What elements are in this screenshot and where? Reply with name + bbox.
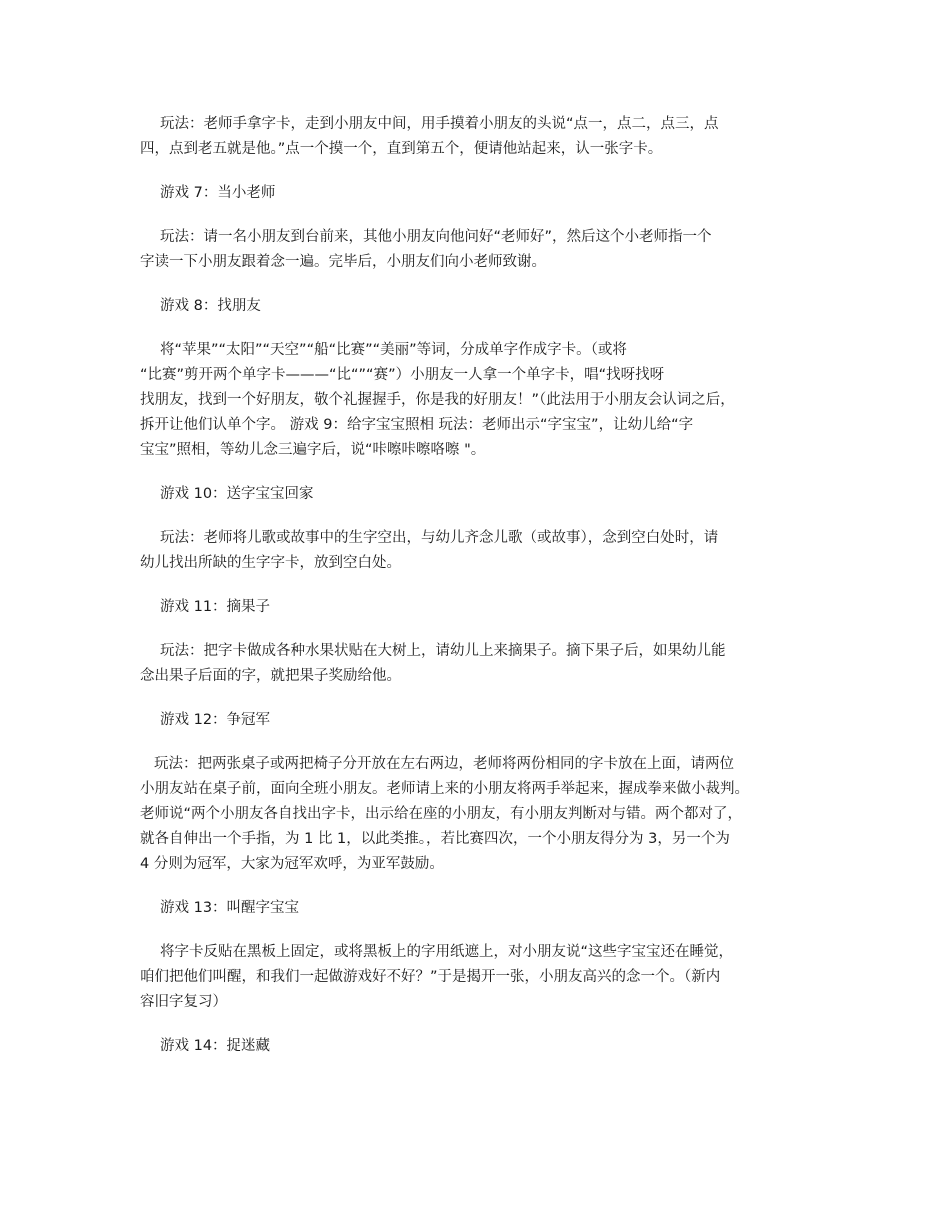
paragraph-game-10-rules	[140, 526, 820, 576]
text-line: 念出果子后面的字，就把果子奖励给他。	[140, 668, 401, 684]
paragraph-game-13-rules	[140, 940, 820, 1015]
paragraph-game-7-rules	[140, 225, 820, 275]
paragraph-game-8-rules	[140, 338, 820, 463]
text-line: 老师说“两个小朋友各自找出字卡，出示给在座的小朋友，有小朋友判断对与错。两个都对了，	[140, 806, 743, 822]
text-line: 玩法：老师手拿字卡，走到小朋友中间，用手摸着小朋友的头说“点一，点二，点三，点	[160, 116, 719, 132]
heading-game-11	[140, 595, 820, 620]
heading-text: 游戏 12：争冠军	[160, 712, 271, 728]
heading-game-8	[140, 294, 820, 319]
text-line: “比赛”剪开两个单字卡———“比“”“赛”）小朋友一人拿一个单字卡，唱“找呀找呀	[140, 367, 665, 383]
text-line: 字读一下小朋友跟着念一遍。完毕后，小朋友们向小老师致谢。	[140, 254, 546, 270]
text-line: 容旧字复习）	[140, 994, 227, 1010]
heading-game-12	[140, 708, 820, 733]
paragraph-game-11-rules	[140, 639, 820, 689]
text-line: 就各自伸出一个手指，为 1 比 1，以此类推。，若比赛四次，一个小朋友得分为 3，另一个为	[140, 831, 730, 847]
text-line: 玩法：老师将儿歌或故事中的生字空出，与幼儿齐念儿歌（或故事），念到空白处时，请	[160, 530, 719, 546]
text-line: 玩法：把字卡做成各种水果状贴在大树上，请幼儿上来摘果子。摘下果子后，如果幼儿能	[160, 643, 726, 659]
heading-text: 游戏 11：摘果子	[160, 599, 271, 615]
text-line: 咱们把他们叫醒，和我们一起做游戏好不好？”于是揭开一张，小朋友高兴的念一个。（新内	[140, 969, 721, 985]
text-line: 拆开让他们认单个字。 游戏 9：给字宝宝照相 玩法：老师出示“字宝宝”，让幼儿给“字	[140, 417, 694, 433]
document-page	[140, 112, 820, 1078]
text-line: 4 分则为冠军，大家为冠军欢呼，为亚军鼓励。	[140, 856, 444, 872]
paragraph-game-12-rules	[140, 752, 820, 877]
heading-game-7	[140, 181, 820, 206]
text-line: 将“苹果”“太阳”“天空”“船“比赛”“美丽”等词，分成单字作成字卡。（或将	[160, 342, 627, 358]
text-line: 幼儿找出所缺的生字字卡，放到空白处。	[140, 555, 401, 571]
text-line: 找朋友，找到一个好朋友，敬个礼握握手，你是我的好朋友！”（此法用于小朋友会认词之后，	[140, 392, 735, 408]
heading-text: 游戏 8：找朋友	[160, 298, 261, 314]
text-line: 玩法：请一名小朋友到台前来，其他小朋友向他问好“老师好”，然后这个小老师指一个	[160, 229, 712, 245]
text-line: 将字卡反贴在黑板上固定，或将黑板上的字用纸遮上，对小朋友说“这些字宝宝还在睡觉，	[160, 944, 734, 960]
heading-game-14	[140, 1034, 820, 1059]
heading-game-13	[140, 896, 820, 921]
text-line: 宝宝”照相，等幼儿念三遍字后，说“咔嚓咔嚓咯嚓 "。	[140, 442, 486, 458]
heading-text: 游戏 7：当小老师	[160, 185, 276, 201]
heading-text: 游戏 13：叫醒字宝宝	[160, 900, 300, 916]
paragraph-dianyi-rules	[140, 112, 820, 162]
heading-text: 游戏 10：送字宝宝回家	[160, 486, 314, 502]
heading-game-10	[140, 482, 820, 507]
text-line: 小朋友站在桌子前，面向全班小朋友。老师请上来的小朋友将两手举起来，握成拳来做小裁判。	[140, 781, 749, 797]
text-line: 玩法：把两张桌子或两把椅子分开放在左右两边，老师将两份相同的字卡放在上面，请两位	[154, 756, 734, 772]
heading-text: 游戏 14：捉迷藏	[160, 1038, 271, 1054]
text-line: 四，点到老五就是他。”点一个摸一个，直到第五个，便请他站起来，认一张字卡。	[140, 141, 663, 157]
